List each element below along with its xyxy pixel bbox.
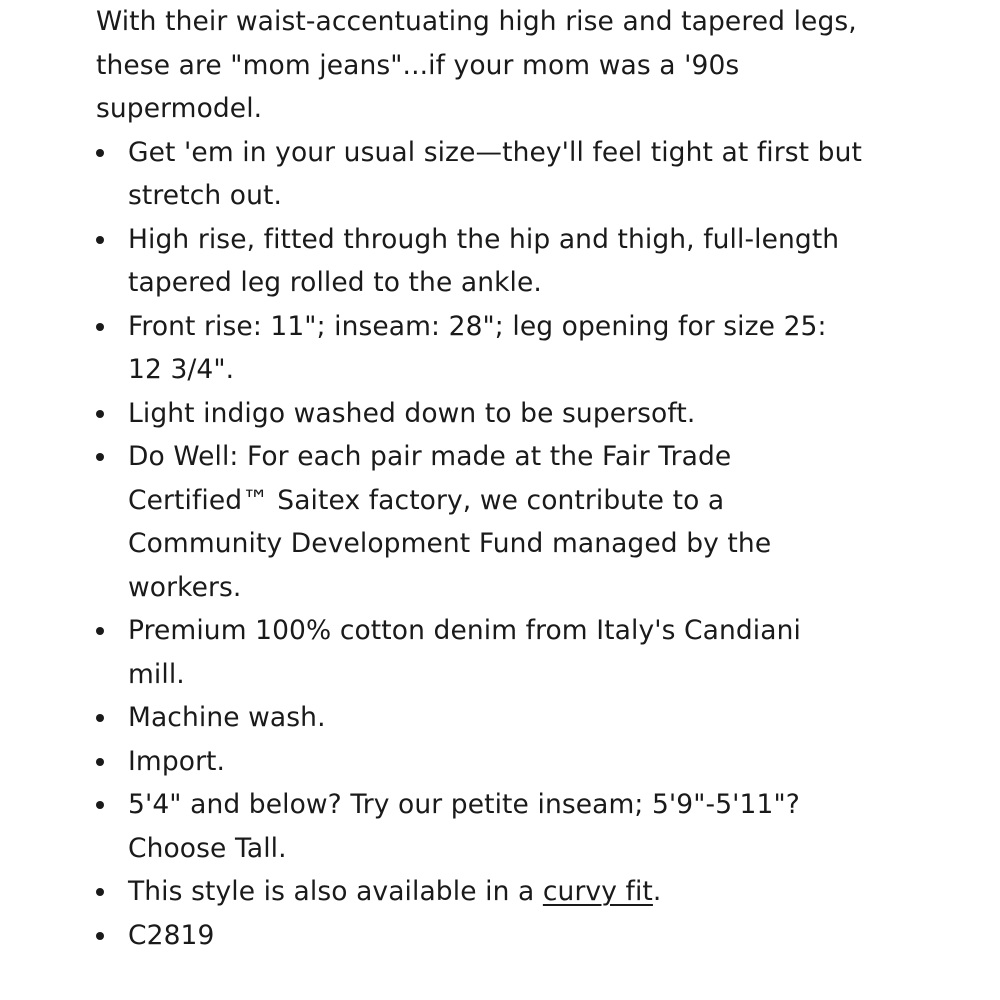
list-item-curvy-fit	[96, 870, 866, 914]
style-code: C2819	[128, 919, 215, 951]
list-item	[96, 609, 866, 696]
list-item-text: Machine wash.	[128, 702, 326, 733]
list-item	[96, 783, 866, 870]
description-intro: With their waist-accentuating high rise and tapered legs, these are "mom jeans"...if your mom was a '90s supermodel.	[96, 6, 857, 124]
curvy-suffix: .	[652, 876, 662, 907]
feature-list	[96, 131, 866, 958]
list-item-text: Front rise: 11"; inseam: 28"; leg opening for size 25: 12 3/4".	[128, 310, 827, 385]
list-item	[96, 218, 866, 305]
bullet-icon	[96, 627, 104, 635]
list-item-style-code	[96, 914, 866, 958]
bullet-icon	[96, 801, 104, 809]
bullet-icon	[96, 888, 104, 896]
curvy-prefix: This style is also available in a	[128, 876, 543, 907]
list-item-text: Import.	[128, 745, 226, 777]
list-item	[96, 305, 866, 392]
bullet-icon	[96, 453, 104, 461]
list-item-text: High rise, fitted through the hip and thigh, full-length tapered leg rolled to the ankle.	[128, 223, 840, 298]
bullet-icon	[96, 323, 104, 331]
bullet-icon	[96, 149, 104, 157]
bullet-icon	[96, 236, 104, 244]
list-item-text: Premium 100% cotton denim from Italy's Candiani mill.	[128, 615, 801, 690]
bullet-icon	[96, 932, 104, 940]
product-description	[96, 0, 866, 957]
bullet-icon	[96, 410, 104, 418]
list-item	[96, 740, 866, 784]
list-item-text: Light indigo washed down to be supersoft.	[128, 397, 696, 429]
list-item-text: Get 'em in your usual size—they'll feel tight at first but stretch out.	[128, 136, 862, 211]
bullet-icon	[96, 758, 104, 766]
list-item	[96, 131, 866, 218]
list-item	[96, 696, 866, 740]
list-item	[96, 435, 866, 609]
curvy-fit-link[interactable]: curvy fit	[542, 876, 653, 907]
list-item	[96, 392, 866, 436]
bullet-icon	[96, 714, 104, 722]
list-item-text: 5'4" and below? Try our petite inseam; 5'9"-5'11"? Choose Tall.	[128, 789, 800, 864]
list-item-text: Do Well: For each pair made at the Fair Trade Certified™ Saitex factory, we contribute to a Community Development Fund managed by the workers.	[128, 441, 772, 603]
